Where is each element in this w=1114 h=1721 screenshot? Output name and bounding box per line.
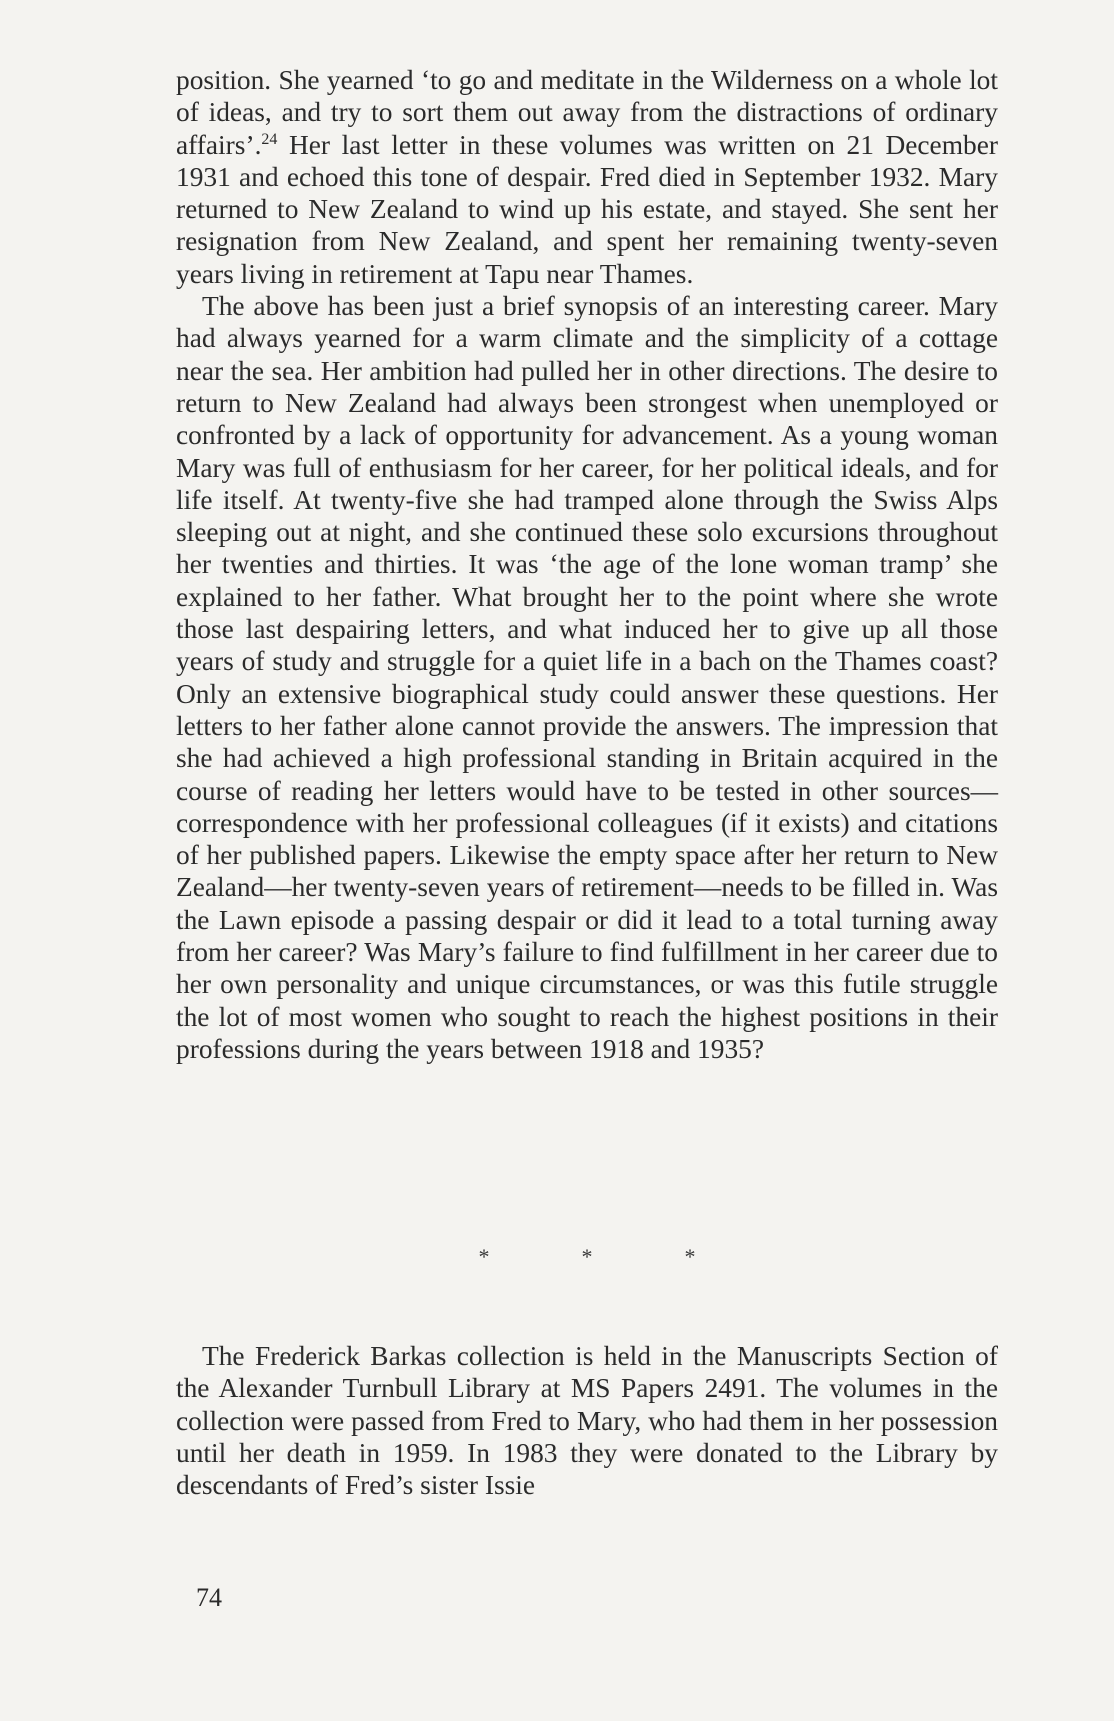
paragraph-1: [176, 64, 998, 290]
separator-asterisk: *: [478, 1244, 490, 1269]
paragraph-2: The above has been just a brief synopsis of an interesting career. Mary had always yearned for a warm climate and the simplicity of a cottage near the sea. Her ambition had pulled her in other directions. The desire to return to New Zealand had always been strongest when unemployed or confronted by a lack of opportunity for advancement. As a young woman Mary was full of enthusiasm for her career, for her political ideals, and for life itself. At twenty-five she had tramped alone through the Swiss Alps sleeping out at night, and she continued these solo excursions throughout her twenties and thirties. It was ‘the age of the lone woman tramp’ she explained to her father. What brought her to the point where she wrote those last despairing letters, and what induced her to give up all those years of study and struggle for a quiet life in a bach on the Thames coast? Only an extensive biographical study could answer these questions. Her letters to her father alone cannot provide the answers. The impression that she had achieved a high professional standing in Britain acquired in the course of reading her letters would have to be tested in other sources—correspondence with her professional colleagues (if it exists) and citations of her published papers. Likewise the empty space after her return to New Zealand—her twenty-seven years of retirement—needs to be filled in. Was the Lawn episode a passing despair or did it lead to a total turning away from her career? Was Mary’s failure to find fulfillment in her career due to her own personality and unique circumstances, or was this futile struggle the lot of most women who sought to reach the highest positions in their professions during the years between 1918 and 1935?: [176, 291, 998, 1064]
section-separator: [176, 1244, 998, 1270]
paragraph-1-text-cont: Her last letter in these volumes was written on 21 December 1931 and echoed this tone of despair. Fred died in September 1932. Mary returned to New Zealand to wind up his estate, and stayed. She sent her resignation from New Zealand, and spent her remaining twenty-seven years living in retirement at Tapu near Thames.: [176, 129, 998, 289]
paragraph-1-text: position. She yearned ‘to go and meditate in the Wilderness on a whole lot of ideas, and try to sort them out away from the distractions of ordinary affairs’.: [176, 65, 998, 160]
footnote-ref[interactable]: 24: [261, 130, 278, 148]
body-text: [176, 64, 998, 1065]
closing-text: [176, 1340, 998, 1501]
page-number: 74: [196, 1583, 222, 1612]
separator-asterisk: *: [581, 1244, 593, 1269]
separator-asterisk: *: [684, 1244, 696, 1269]
paragraph-3: The Frederick Barkas collection is held in the Manuscripts Section of the Alexander Turnbull Library at MS Papers 2491. The volumes in the collection were passed from Fred to Mary, who had them in her possession until her death in 1959. In 1983 they were donated to the Library by descendants of Fred’s sister Issie: [176, 1341, 998, 1501]
